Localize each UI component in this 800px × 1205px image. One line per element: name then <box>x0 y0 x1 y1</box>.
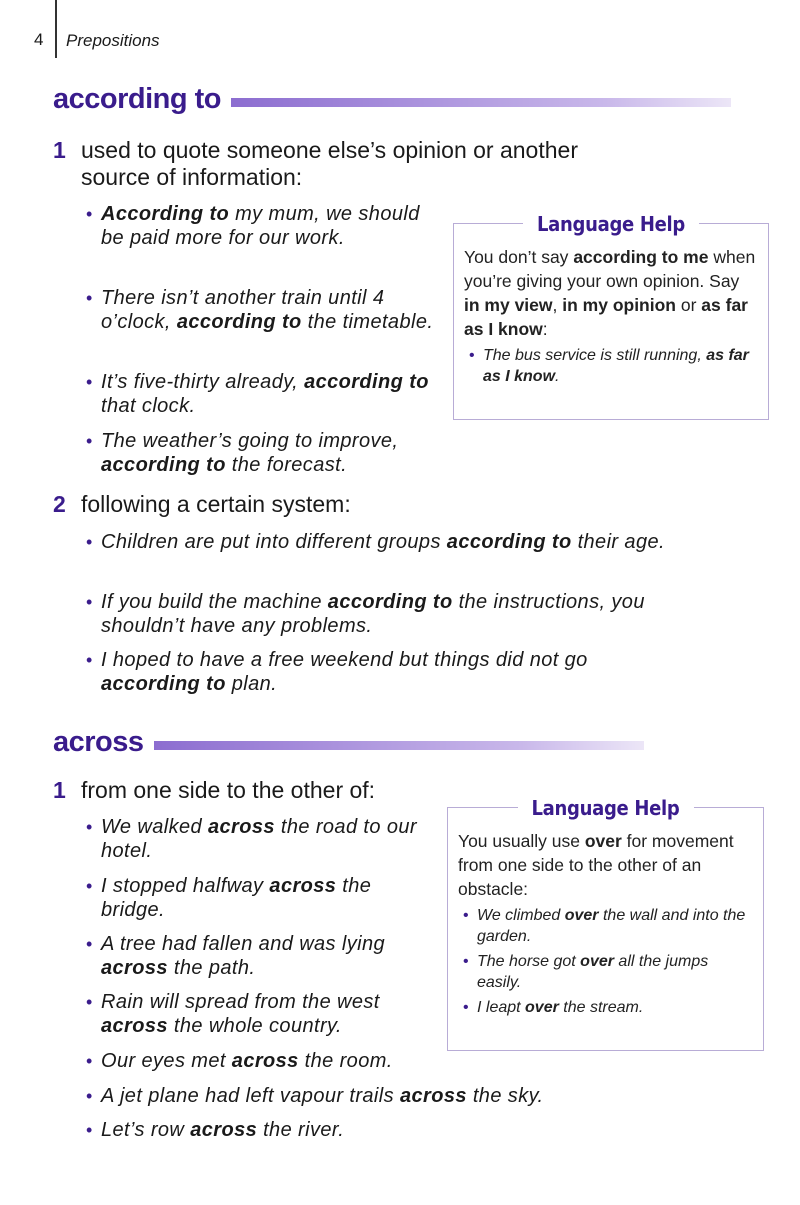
language-help-example: • I leapt over the stream. <box>463 999 644 1016</box>
example-text: my mum, we should be paid more for our work. <box>101 203 420 249</box>
language-help-example: • We climbed over the wall and into the garden. <box>463 907 746 945</box>
language-help-example: • The bus service is still running, as far as I know. <box>469 347 749 385</box>
bullet-icon: • <box>86 1051 93 1071</box>
bullet-icon: • <box>86 817 93 837</box>
example-text: Let’s row <box>101 1119 191 1141</box>
headword-bar <box>154 741 644 750</box>
example-text: There isn’t another train until 4 o’clock, <box>101 287 385 333</box>
bullet-icon: • <box>86 1086 93 1106</box>
definition-text-continued: source of information: <box>81 164 303 190</box>
example-text: the room. <box>298 1050 393 1072</box>
example-sentence <box>86 429 491 477</box>
example-text: the road to our hotel. <box>101 816 417 862</box>
example-keyword: across <box>269 875 337 897</box>
running-head: Prepositions <box>66 31 160 50</box>
language-help-title: Language Help <box>523 212 699 236</box>
example-sentence <box>86 932 446 980</box>
bullet-icon: • <box>86 1120 93 1140</box>
example-text: Rain will spread from the west <box>101 991 380 1013</box>
definition-text: from one side to the other of: <box>81 777 376 803</box>
example-text: the bridge. <box>101 875 372 921</box>
example-keyword: across <box>399 1085 467 1107</box>
language-help-box <box>453 212 769 420</box>
example-keyword: according to <box>446 531 572 553</box>
example-sentence <box>86 202 431 250</box>
example-keyword: according to <box>176 311 302 333</box>
example-text: Children are put into different groups <box>101 531 447 553</box>
example-keyword: across <box>208 816 275 838</box>
bullet-icon: • <box>86 992 93 1012</box>
bullet-icon: • <box>86 204 93 224</box>
example-sentence <box>86 590 661 638</box>
bullet-icon: • <box>86 532 93 552</box>
example-text: the forecast. <box>225 454 348 476</box>
example-sentence <box>86 1084 741 1108</box>
example-text: the timetable. <box>301 311 434 333</box>
example-sentence <box>86 1118 741 1142</box>
headword-according-to <box>53 83 731 116</box>
header-rule <box>55 0 57 58</box>
example-keyword: across <box>231 1050 299 1072</box>
example-keyword: according to <box>327 591 453 613</box>
headword-across <box>53 726 644 759</box>
example-text: A jet plane had left vapour trails <box>101 1085 400 1107</box>
sense-definition <box>53 137 693 191</box>
sense-number: 2 <box>53 491 66 517</box>
example-keyword: according to <box>101 673 226 695</box>
example-text: Our eyes met <box>101 1050 232 1072</box>
example-keyword: across <box>101 957 168 979</box>
example-text: We walked <box>101 816 209 838</box>
headword-text: according to <box>53 83 222 115</box>
example-text: the sky. <box>466 1085 544 1107</box>
example-keyword: across <box>190 1119 258 1141</box>
example-text: the path. <box>167 957 256 979</box>
language-help-text: You don’t say according to me when you’re giving your own opinion. Say in my view, in my opinion or as far as I know: <box>464 247 756 339</box>
example-keyword: across <box>101 1015 168 1037</box>
language-help-text: You usually use over for movement from one side to the other of an obstacle: <box>458 831 734 899</box>
language-help-example: • The horse got over all the jumps easily. <box>463 953 709 991</box>
example-keyword: according to <box>101 454 226 476</box>
example-text: The weather’s going to improve, <box>101 430 399 452</box>
example-sentence <box>86 286 436 334</box>
example-sentence <box>86 648 661 696</box>
language-help-title: Language Help <box>517 796 693 820</box>
example-text: that clock. <box>101 395 196 417</box>
example-text: the instructions, you shouldn’t have any problems. <box>101 591 645 637</box>
example-sentence <box>86 530 681 554</box>
help-keyword: in my opinion <box>562 295 676 315</box>
example-text: the river. <box>257 1119 345 1141</box>
example-text: A tree had fallen and was lying <box>101 933 386 955</box>
help-keyword: in my view <box>464 295 553 315</box>
page-number: 4 <box>34 30 44 49</box>
headword-text: across <box>53 726 144 758</box>
example-sentence <box>86 1049 741 1073</box>
example-keyword: According to <box>101 203 230 225</box>
help-keyword: according to me <box>573 247 709 267</box>
bullet-icon: • <box>463 953 469 970</box>
help-keyword: over <box>584 831 622 851</box>
example-text: plan. <box>225 673 278 695</box>
language-help-box <box>447 796 764 1051</box>
bullet-icon: • <box>86 876 93 896</box>
example-text: It’s five-thirty already, <box>101 371 305 393</box>
definition-text: used to quote someone else’s opinion or another <box>81 137 578 163</box>
definition-text: following a certain system: <box>81 491 351 517</box>
help-keyword: as far as I know <box>464 295 748 339</box>
bullet-icon: • <box>86 650 93 670</box>
example-text: their age. <box>571 531 665 553</box>
bullet-icon: • <box>463 907 469 924</box>
example-text: If you build the machine <box>101 591 328 613</box>
example-text: I hoped to have a free weekend but things did not go <box>101 649 588 671</box>
example-sentence <box>86 370 436 418</box>
example-keyword: according to <box>304 371 429 393</box>
bullet-icon: • <box>463 999 469 1016</box>
headword-bar <box>231 98 731 107</box>
example-sentence <box>86 874 431 922</box>
sense-definition <box>53 491 693 518</box>
bullet-icon: • <box>86 372 93 392</box>
example-sentence <box>86 815 441 863</box>
example-text: I stopped halfway <box>101 875 270 897</box>
example-text: the whole country. <box>167 1015 342 1037</box>
bullet-icon: • <box>86 934 93 954</box>
bullet-icon: • <box>86 431 93 451</box>
bullet-icon: • <box>469 347 475 364</box>
sense-number: 1 <box>53 777 66 803</box>
bullet-icon: • <box>86 288 93 308</box>
example-sentence <box>86 990 446 1038</box>
bullet-icon: • <box>86 592 93 612</box>
sense-number: 1 <box>53 137 66 163</box>
